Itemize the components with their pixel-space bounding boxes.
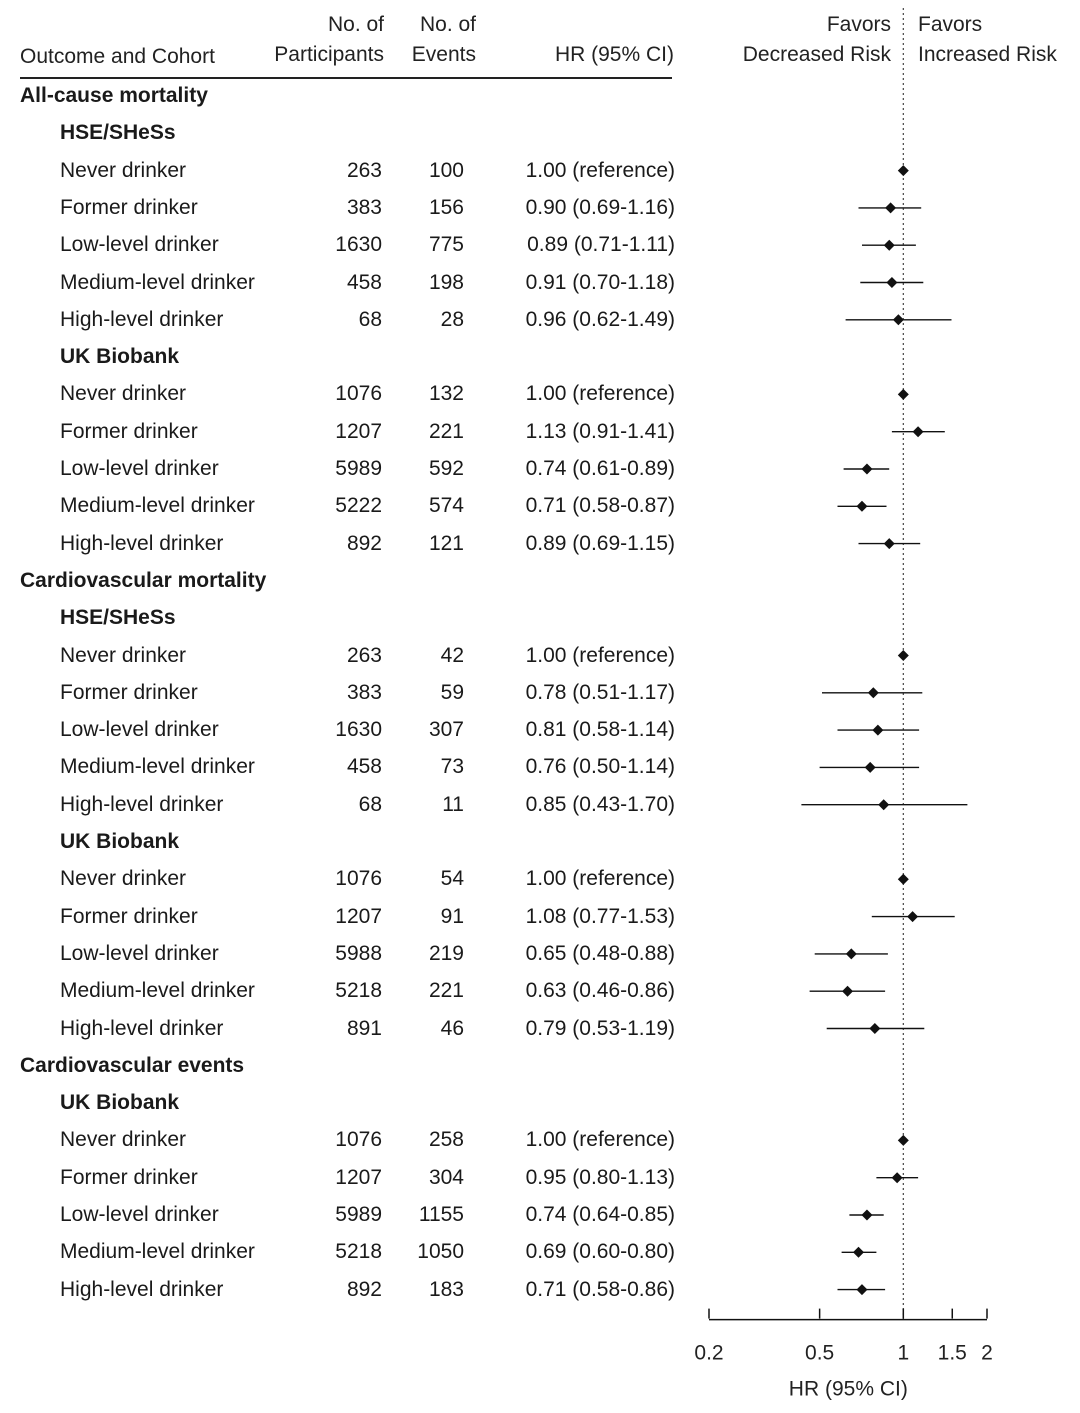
forest-row-mark [827, 1023, 925, 1034]
events-count: 42 [440, 643, 464, 667]
forest-row-mark [860, 277, 923, 288]
hr-point-marker [898, 389, 909, 400]
forest-row-mark [849, 1210, 883, 1221]
cohort-heading: UK Biobank [60, 345, 180, 369]
hr-ci-value: 0.76 (0.50-1.14) [525, 755, 675, 779]
header-events-line1: No. of [419, 13, 476, 36]
events-count: 121 [428, 531, 464, 555]
participants-count: 5222 [335, 494, 382, 518]
forest-row-mark [892, 426, 945, 437]
drinker-category-label: Low-level drinker [60, 457, 219, 480]
x-axis-title: HR (95% CI) [788, 1377, 908, 1401]
hr-point-marker [861, 464, 872, 475]
hr-point-marker [907, 911, 918, 922]
forest-row-mark [838, 725, 920, 736]
participants-count: 5218 [335, 1240, 382, 1264]
hr-point-marker [846, 948, 857, 959]
hr-ci-value: 0.71 (0.58-0.86) [525, 1277, 675, 1301]
events-count: 198 [428, 270, 464, 294]
hr-ci-value: 0.65 (0.48-0.88) [525, 941, 675, 965]
participants-count: 68 [358, 792, 382, 816]
events-count: 258 [428, 1128, 464, 1152]
participants-count: 458 [346, 270, 382, 294]
header-favors-increased-line1: Favors [918, 13, 983, 36]
outcome-heading: Cardiovascular mortality [20, 568, 267, 592]
header-participants-line1: No. of [327, 13, 384, 36]
header-favors-increased-line2: Increased Risk [918, 43, 1057, 66]
forest-row-mark [872, 911, 955, 922]
header-favors-decreased-line2: Decreased Risk [742, 43, 891, 66]
outcome-heading: Cardiovascular events [20, 1053, 245, 1077]
drinker-category-label: Never drinker [60, 158, 187, 182]
hr-point-marker [853, 1247, 864, 1258]
drinker-category-label: Former drinker [60, 680, 198, 704]
participants-count: 1207 [335, 419, 382, 443]
events-count: 46 [440, 1016, 464, 1040]
hr-point-marker [861, 1210, 872, 1221]
hr-ci-value: 0.90 (0.69-1.16) [525, 195, 675, 219]
x-tick-label: 1.5 [937, 1341, 967, 1365]
header-events-line2: Events [411, 43, 476, 66]
forest-row-mark [862, 240, 916, 251]
hr-ci-value: 1.08 (0.77-1.53) [525, 904, 675, 928]
hr-point-marker [842, 986, 853, 997]
participants-count: 892 [346, 531, 382, 555]
hr-point-marker [898, 1135, 909, 1146]
drinker-category-label: Former drinker [60, 419, 198, 443]
hr-ci-value: 1.00 (reference) [525, 1128, 675, 1152]
hr-ci-value: 1.00 (reference) [525, 158, 675, 182]
events-count: 59 [440, 680, 464, 704]
participants-count: 68 [358, 307, 382, 331]
header-participants-line2: Participants [274, 43, 384, 66]
events-count: 221 [428, 979, 464, 1003]
forest-row-mark [898, 650, 909, 661]
hr-point-marker [884, 538, 895, 549]
participants-count: 263 [346, 158, 382, 182]
drinker-category-label: High-level drinker [60, 307, 224, 331]
forest-row-mark [838, 501, 887, 512]
events-count: 1050 [417, 1240, 464, 1264]
hr-ci-value: 0.95 (0.80-1.13) [525, 1165, 675, 1189]
participants-count: 1076 [335, 382, 382, 406]
participants-count: 1207 [335, 1165, 382, 1189]
events-count: 1155 [418, 1203, 464, 1226]
hr-point-marker [892, 1172, 903, 1183]
forest-row-mark [838, 1284, 886, 1295]
forest-row-mark [820, 762, 920, 773]
participants-count: 892 [346, 1277, 382, 1301]
drinker-category-label: Former drinker [60, 904, 198, 928]
participants-count: 383 [346, 680, 382, 704]
drinker-category-label: Low-level drinker [60, 718, 219, 742]
forest-row-mark [810, 986, 886, 997]
hr-point-marker [868, 687, 879, 698]
hr-point-marker [898, 165, 909, 176]
hr-ci-value: 0.69 (0.60-0.80) [525, 1240, 675, 1264]
drinker-category-label: High-level drinker [60, 792, 224, 816]
x-tick-label: 1 [897, 1341, 910, 1365]
participants-count: 1630 [335, 718, 382, 742]
events-count: 132 [428, 382, 464, 406]
forest-row-mark [898, 874, 909, 885]
participants-count: 5988 [335, 941, 382, 965]
events-count: 307 [428, 718, 464, 742]
participants-count: 5989 [335, 1203, 382, 1226]
forest-row-mark [846, 314, 952, 325]
events-count: 91 [440, 904, 464, 928]
forest-row-mark [801, 799, 967, 810]
drinker-category-label: Medium-level drinker [60, 1240, 255, 1264]
x-tick-label: 0.5 [805, 1341, 835, 1365]
participants-count: 1207 [335, 904, 382, 928]
forest-row-mark [859, 202, 922, 213]
hr-point-marker [893, 314, 904, 325]
hr-ci-value: 0.63 (0.46-0.86) [525, 979, 675, 1003]
x-tick-label: 2 [981, 1341, 993, 1365]
drinker-category-label: Medium-level drinker [60, 755, 255, 779]
drinker-category-label: Low-level drinker [60, 1203, 219, 1226]
hr-ci-value: 1.00 (reference) [525, 643, 675, 667]
forest-row-mark [822, 687, 922, 698]
drinker-category-label: Never drinker [60, 643, 187, 667]
drinker-category-label: Low-level drinker [60, 233, 219, 257]
hr-ci-value: 0.81 (0.58-1.14) [525, 718, 675, 742]
drinker-category-label: Low-level drinker [60, 941, 219, 965]
hr-point-marker [884, 240, 895, 251]
participants-count: 458 [346, 755, 382, 779]
events-count: 73 [440, 755, 464, 779]
forest-row-mark [842, 1247, 877, 1258]
drinker-category-label: High-level drinker [60, 1277, 224, 1301]
forest-row-mark [815, 948, 888, 959]
hr-point-marker [856, 501, 867, 512]
hr-point-marker [898, 874, 909, 885]
hr-ci-value: 0.74 (0.64-0.85) [525, 1203, 675, 1226]
drinker-category-label: Medium-level drinker [60, 494, 255, 518]
drinker-category-label: Medium-level drinker [60, 979, 255, 1003]
drinker-category-label: Former drinker [60, 1165, 198, 1189]
events-count: 100 [428, 158, 464, 182]
drinker-category-label: Former drinker [60, 195, 198, 219]
participants-count: 5989 [335, 457, 382, 480]
forest-row-mark [876, 1172, 918, 1183]
drinker-category-label: High-level drinker [60, 531, 224, 555]
events-count: 11 [442, 792, 464, 816]
header-favors-decreased-line1: Favors [826, 13, 891, 36]
participants-count: 1630 [335, 233, 382, 257]
drinker-category-label: Never drinker [60, 867, 187, 891]
cohort-heading: UK Biobank [60, 1091, 180, 1115]
events-count: 775 [428, 233, 464, 257]
hr-point-marker [869, 1023, 880, 1034]
participants-count: 383 [346, 195, 382, 219]
events-count: 28 [440, 307, 464, 331]
header-hr: HR (95% CI) [554, 43, 674, 66]
hr-ci-value: 1.13 (0.91-1.41) [525, 419, 675, 443]
events-count: 156 [428, 195, 464, 219]
cohort-heading: UK Biobank [60, 830, 180, 853]
hr-point-marker [878, 799, 889, 810]
hr-ci-value: 0.74 (0.61-0.89) [525, 457, 675, 480]
hr-point-marker [865, 762, 876, 773]
events-count: 304 [428, 1165, 464, 1189]
events-count: 183 [428, 1277, 464, 1301]
forest-row-mark [898, 389, 909, 400]
participants-count: 891 [346, 1016, 382, 1040]
hr-ci-value: 0.79 (0.53-1.19) [525, 1016, 675, 1040]
hr-point-marker [856, 1284, 867, 1295]
hr-ci-value: 0.71 (0.58-0.87) [525, 494, 675, 518]
hr-ci-value: 1.00 (reference) [525, 382, 675, 406]
forest-row-mark [898, 1135, 909, 1146]
participants-count: 263 [346, 643, 382, 667]
events-count: 54 [440, 867, 464, 891]
hr-point-marker [913, 426, 924, 437]
drinker-category-label: Never drinker [60, 1128, 187, 1152]
events-count: 574 [428, 494, 464, 518]
drinker-category-label: Never drinker [60, 382, 187, 406]
cohort-heading: HSE/SHeSs [60, 606, 176, 630]
participants-count: 1076 [335, 867, 382, 891]
hr-point-marker [898, 650, 909, 661]
hr-ci-value: 0.89 (0.69-1.15) [525, 531, 675, 555]
events-count: 221 [428, 419, 464, 443]
hr-ci-value: 0.91 (0.70-1.18) [525, 270, 675, 294]
forest-row-mark [844, 464, 890, 475]
events-count: 592 [428, 457, 464, 480]
participants-count: 5218 [335, 979, 382, 1003]
cohort-heading: HSE/SHeSs [60, 121, 176, 145]
events-count: 219 [428, 941, 464, 965]
hr-point-marker [872, 725, 883, 736]
forest-row-mark [859, 538, 921, 549]
hr-ci-value: 0.78 (0.51-1.17) [525, 680, 675, 704]
drinker-category-label: Medium-level drinker [60, 270, 255, 294]
hr-ci-value: 0.85 (0.43-1.70) [525, 792, 675, 816]
hr-point-marker [885, 202, 896, 213]
outcome-heading: All-cause mortality [20, 84, 208, 107]
hr-point-marker [886, 277, 897, 288]
participants-count: 1076 [335, 1128, 382, 1152]
hr-ci-value: 1.00 (reference) [525, 867, 675, 891]
forest-row-mark [898, 165, 909, 176]
x-tick-label: 0.2 [694, 1341, 724, 1365]
hr-ci-value: 0.89 (0.71-1.11) [527, 233, 675, 257]
drinker-category-label: High-level drinker [60, 1016, 224, 1040]
hr-ci-value: 0.96 (0.62-1.49) [525, 307, 675, 331]
header-outcome-cohort: Outcome and Cohort [20, 45, 215, 68]
